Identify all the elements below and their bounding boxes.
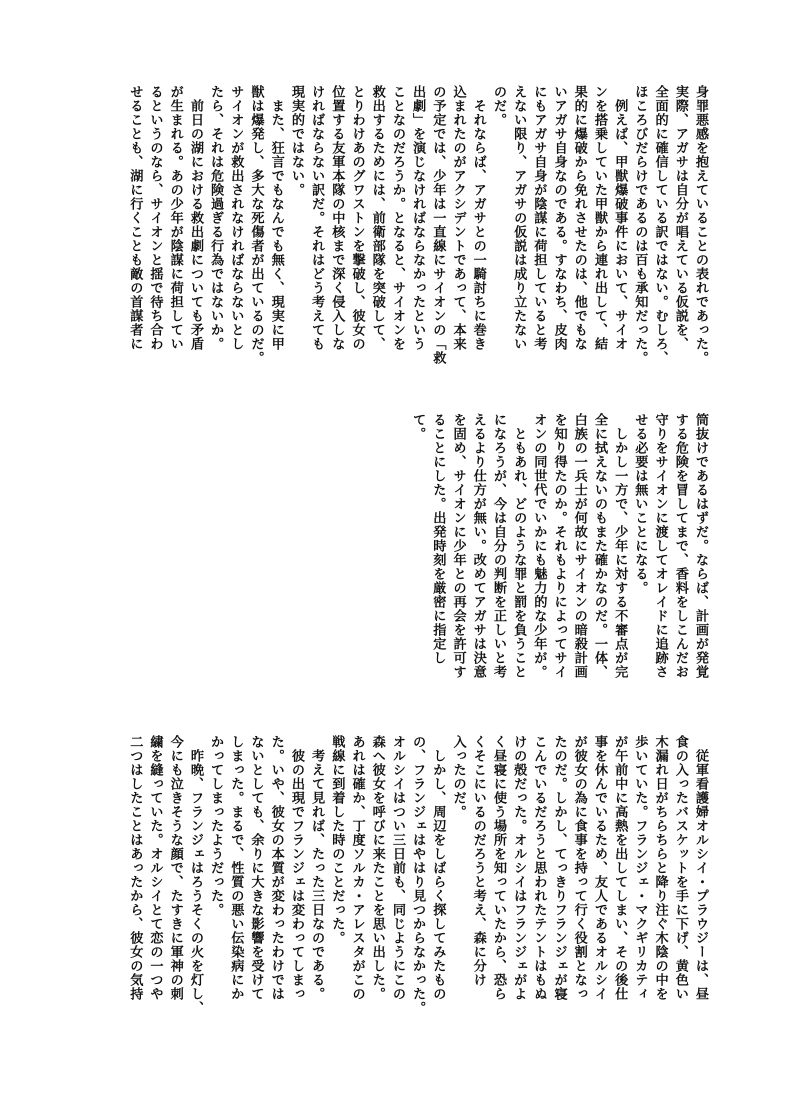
text-line: 入ったのだ。 — [450, 735, 466, 819]
text-line: を固め、サイオンに少年との再会を許可す — [450, 413, 466, 679]
text-line: 白族の一兵士が何故にサイオンの暗殺計画 — [571, 413, 587, 679]
text-line: あれは確か、丁度ソルカ・アレスタがこの — [349, 735, 365, 1001]
text-line: になろうが、今は自分の判断を正しいと考 — [490, 413, 506, 679]
text-line: 実際、アガサは自分が唱えている仮説を、 — [672, 85, 688, 351]
text-line: 今にも泣きそうな顔で、たすきに軍神の刺 — [167, 735, 183, 1001]
text-line: 獣は爆発し、多大な死傷者が出ているのだ。 — [248, 85, 264, 365]
text-line: 例えば、甲獣爆破事件において、サイオ — [612, 85, 628, 351]
text-line: 昨晩、フランジェはろうそくの火を灯し、 — [187, 735, 203, 1015]
text-line: 食の入ったバスケットを手に下げ、黄色い — [672, 735, 688, 1001]
text-line: ければならない訳だ。それはどう考えても — [309, 85, 325, 351]
text-line: せることも、湖に行くことも敵の首謀者に — [127, 85, 143, 351]
text-line: 救出するためには、前衛部隊を突破して、 — [369, 85, 385, 351]
text-line: しかし、周辺をしばらく探してみたもの — [430, 735, 446, 1001]
text-line: 従軍看護婦オルシイ・プラウジーは、昼 — [693, 735, 708, 1001]
text-line: たら、それは危険過ぎる行為ではないか。 — [208, 85, 224, 351]
text-line: 現実的ではない。 — [288, 85, 304, 197]
text-line: 位置する友軍本隊の中核まで深く侵入しな — [329, 85, 345, 351]
text-line: が午前中に高熱を出してしまい、その後仕 — [612, 735, 628, 1001]
text-line: 全に拭えないのもまた確かなのだ。一体、 — [591, 413, 607, 679]
text-line: が彼女の為に食事を持って行く役割となっ — [571, 735, 587, 1001]
text-line: 彼の出現でフランジェは変わってしまっ — [288, 735, 304, 1001]
text-line: えるより仕方が無い。改めてアガサは決意 — [470, 413, 486, 679]
text-line: の、フランジェはやはり見つからなかった。 — [410, 735, 426, 1015]
text-line: ンを搭乗していた甲獣から連れ出して、結 — [591, 85, 607, 351]
text-line: えない限り、アガサの仮説は成り立たない — [511, 85, 527, 351]
text-line: 事を休んでいるため、友人であるオルシイ — [591, 735, 607, 1001]
text-line: 戦線に到着した時のことだった。 — [329, 735, 345, 945]
text-line: する危険を冒してまで、香料をしこんだお — [672, 413, 688, 679]
text-line: オンの同世代でいかにも魅力的な少年が。 — [531, 413, 547, 679]
text-line: 繍を縫っていた。オルシイとて恋の一つや — [147, 735, 163, 1001]
text-line: 身罪悪感を抱えていることの表れであった。 — [693, 85, 708, 365]
text-line: ないとしても、余りに大きな影響を受けて — [248, 735, 264, 1001]
text-line: せる必要は無いことになる。 — [632, 413, 648, 595]
text-line: ともあれ、どのような罪と罰を負うこと — [511, 413, 527, 679]
text-block-top — [124, 85, 710, 389]
text-line: ほころびだらけであるのは百も承知だった。 — [632, 85, 648, 365]
text-line: また、狂言でもなんでも無く、現実に甲 — [268, 85, 284, 351]
text-line: 前日の湖における救出劇についても矛盾 — [187, 85, 203, 351]
text-line: 考えて見れば、たった三日なのである。 — [309, 735, 325, 1001]
text-line: たのだ。しかし、てっきりフランジェが寝 — [551, 735, 567, 1001]
text-line: かってしまったようだった。 — [208, 735, 224, 917]
text-line: 全面的に確信している訳ではない。むしろ、 — [652, 85, 668, 365]
text-line: しかし一方で、少年に対する不審点が完 — [612, 413, 628, 679]
text-line: ることにした。出発時刻を厳密に指定し — [430, 413, 446, 665]
text-line: が生まれる。あの少年が陰謀に荷担してい — [167, 85, 183, 351]
text-block-bottom — [124, 735, 710, 1043]
text-line: く昼寝に使う場所を知っていたから、恐ら — [490, 735, 506, 1001]
text-block-middle — [407, 413, 710, 717]
text-line: オルシイはつい三日前も、同じようにこの — [389, 735, 405, 1001]
text-line: た。いや、彼女の本質が変わったわけでは — [268, 735, 284, 1001]
text-line: にもアガサ自身が陰謀に荷担していると考 — [531, 85, 547, 351]
text-line: 二つはしたことはあったから、彼女の気持 — [127, 735, 143, 1001]
text-line: 果的に爆破から免れさせたのは、他でもな — [571, 85, 587, 351]
text-line: しまった。まるで、性質の悪い伝染病にか — [228, 735, 244, 1001]
text-line: るというのなら、サイオンと揺で待ち合わ — [147, 85, 163, 351]
text-line: 木漏れ日がちらちらと降り注ぐ木陰の中を — [652, 735, 668, 1001]
text-line: 込まれたのがアクシデントであって、本来 — [450, 85, 466, 351]
text-line: て。 — [410, 413, 426, 441]
text-line: 筒抜けであるはずだ。ならば、計画が発覚 — [693, 413, 708, 679]
text-line: のだ。 — [490, 85, 506, 127]
text-line: 歩いていた。フランジェ・マクギリカティ — [632, 735, 648, 1001]
text-line: けの殻だった。オルシイはフランジェがよ — [511, 735, 527, 1001]
text-line: こんでいるだろうと思われたテントはもぬ — [531, 735, 547, 1001]
text-line: ことなのだろうか。となると、サイオンを — [389, 85, 405, 351]
text-line: 守りをサイオンに渡してオレイドに追跡さ — [652, 413, 668, 679]
text-line: とりわけあのグワストンを撃破し、彼女の — [349, 85, 365, 351]
text-line: を知り得たのか。それもよりによってサイ — [551, 413, 567, 679]
text-line: の予定では、少年は一直線にサイオンの「救 — [430, 85, 446, 365]
text-line: 出劇」を演じなければならなかったという — [410, 85, 426, 351]
text-line: サイオンが救出されなければならないとし — [228, 85, 244, 351]
text-line: 森へ彼女を呼びに来たことを思い出した。 — [369, 735, 385, 1001]
text-line: それならば、アガサとの一騎討ちに巻き — [470, 85, 486, 351]
text-line: いアガサ自身なのである。すなわち、皮肉 — [551, 85, 567, 351]
text-line: くそこにいるのだろうと考え、森に分け — [470, 735, 486, 987]
